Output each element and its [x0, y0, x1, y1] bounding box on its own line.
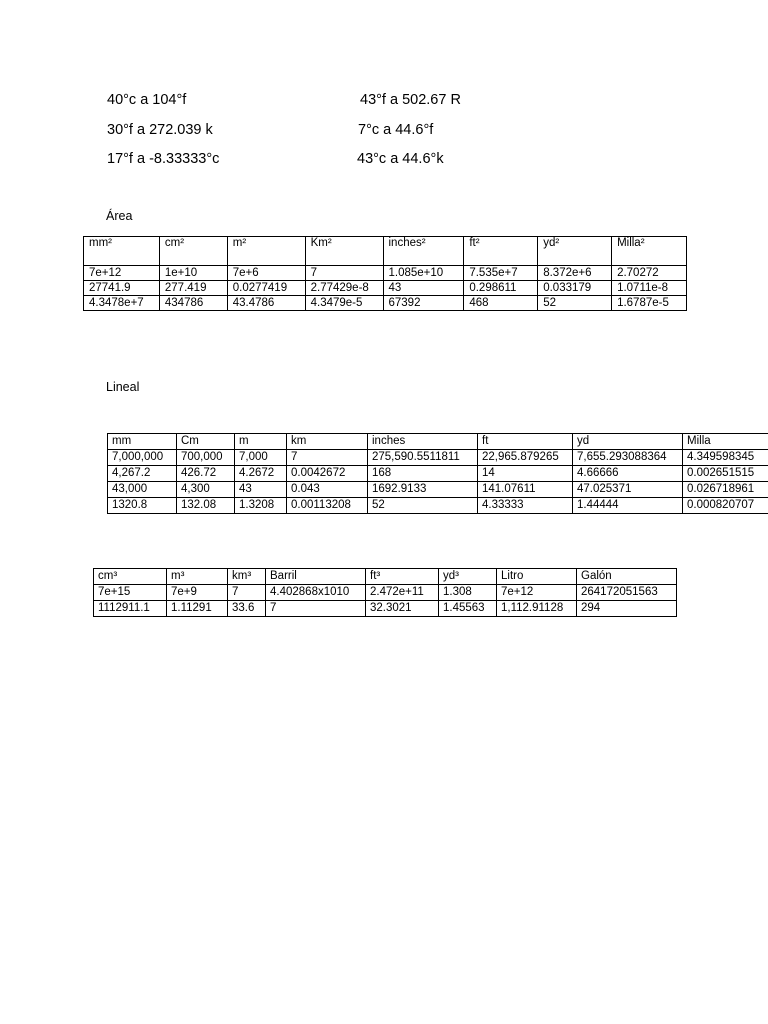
lineal-table	[107, 433, 768, 514]
table-cell: 43	[235, 482, 287, 498]
conversion-line: 43°f a 502.67 R	[360, 92, 461, 108]
table-row	[108, 466, 768, 482]
table-header-row	[94, 569, 677, 585]
header-cell: mm	[108, 434, 177, 450]
table-cell: 27741.9	[84, 281, 160, 296]
section-label-lineal: Lineal	[106, 380, 140, 394]
table-cell: 52	[538, 296, 612, 311]
table-cell: 1.45563	[439, 601, 497, 617]
table-cell: 4.402868x1010	[266, 585, 366, 601]
table-row	[94, 601, 677, 617]
header-cell: yd²	[538, 237, 612, 266]
table-cell: 7e+12	[497, 585, 577, 601]
header-cell: Barril	[266, 569, 366, 585]
section-label-area: Área	[106, 209, 133, 223]
table-cell: 43,000	[108, 482, 177, 498]
area-table	[83, 236, 687, 311]
conversion-line: 40°c a 104°f	[107, 92, 187, 108]
header-cell: km	[287, 434, 368, 450]
table-cell: 7e+9	[167, 585, 228, 601]
header-cell: Galón	[577, 569, 677, 585]
table-cell: 47.025371	[573, 482, 683, 498]
table-cell: 7	[266, 601, 366, 617]
table-cell: 32.3021	[366, 601, 439, 617]
table-cell: 4.2672	[235, 466, 287, 482]
header-cell: m²	[227, 237, 305, 266]
table-cell: 468	[464, 296, 538, 311]
conversion-line: 43°c a 44.6°k	[357, 151, 444, 167]
table-row	[108, 482, 768, 498]
table-cell: 7,000	[235, 450, 287, 466]
table-cell: 294	[577, 601, 677, 617]
table-row	[84, 266, 687, 281]
table-cell: 1.44444	[573, 498, 683, 514]
table-row	[108, 450, 768, 466]
table-cell: 1,112.91128	[497, 601, 577, 617]
header-cell: m	[235, 434, 287, 450]
table-cell: 0.043	[287, 482, 368, 498]
table-cell: 7e+15	[94, 585, 167, 601]
table-cell: 1.6787e-5	[612, 296, 687, 311]
header-cell: ft²	[464, 237, 538, 266]
table-cell: 7.535e+7	[464, 266, 538, 281]
header-cell: Km²	[305, 237, 383, 266]
table-cell: 426.72	[177, 466, 235, 482]
table-cell: 0.000820707	[683, 498, 768, 514]
table-cell: 1692.9133	[368, 482, 478, 498]
table-cell: 14	[478, 466, 573, 482]
table-cell: 7	[287, 450, 368, 466]
table-cell: 1.085e+10	[383, 266, 464, 281]
table-cell: 43.4786	[227, 296, 305, 311]
header-cell: Litro	[497, 569, 577, 585]
conversion-line: 7°c a 44.6°f	[358, 122, 434, 138]
table-cell: 7e+12	[84, 266, 160, 281]
table-cell: 434786	[159, 296, 227, 311]
table-cell: 1.3208	[235, 498, 287, 514]
header-cell: mm²	[84, 237, 160, 266]
header-cell: cm²	[159, 237, 227, 266]
table-cell: 277.419	[159, 281, 227, 296]
header-cell: inches²	[383, 237, 464, 266]
table-cell: 0.298611	[464, 281, 538, 296]
table-cell: 1e+10	[159, 266, 227, 281]
table-cell: 2.77429e-8	[305, 281, 383, 296]
volume-table	[93, 568, 677, 617]
header-cell: inches	[368, 434, 478, 450]
table-cell: 0.0042672	[287, 466, 368, 482]
table-header-row	[84, 237, 687, 266]
table-cell: 43	[383, 281, 464, 296]
table-cell: 7,655.293088364	[573, 450, 683, 466]
table-cell: 7	[228, 585, 266, 601]
table-cell: 141.07611	[478, 482, 573, 498]
table-cell: 0.033179	[538, 281, 612, 296]
header-cell: Cm	[177, 434, 235, 450]
table-cell: 4.33333	[478, 498, 573, 514]
table-cell: 0.00113208	[287, 498, 368, 514]
table-cell: 8.372e+6	[538, 266, 612, 281]
table-cell: 22,965.879265	[478, 450, 573, 466]
table-cell: 2.70272	[612, 266, 687, 281]
header-cell: km³	[228, 569, 266, 585]
table-cell: 264172051563	[577, 585, 677, 601]
conversion-line: 17°f a -8.33333°c	[107, 151, 220, 167]
table-row	[108, 498, 768, 514]
table-row	[94, 585, 677, 601]
table-cell: 4,267.2	[108, 466, 177, 482]
table-cell: 67392	[383, 296, 464, 311]
table-cell: 700,000	[177, 450, 235, 466]
header-cell: Milla	[683, 434, 768, 450]
table-cell: 7e+6	[227, 266, 305, 281]
header-cell: cm³	[94, 569, 167, 585]
table-header-row	[108, 434, 768, 450]
table-cell: 1.11291	[167, 601, 228, 617]
table-cell: 1.308	[439, 585, 497, 601]
header-cell: yd	[573, 434, 683, 450]
conversion-line: 30°f a 272.039 k	[107, 122, 213, 138]
table-cell: 7,000,000	[108, 450, 177, 466]
table-cell: 2.472e+11	[366, 585, 439, 601]
table-cell: 4.3478e+7	[84, 296, 160, 311]
table-cell: 0.0277419	[227, 281, 305, 296]
table-cell: 0.026718961	[683, 482, 768, 498]
table-cell: 168	[368, 466, 478, 482]
header-cell: yd³	[439, 569, 497, 585]
header-cell: ft³	[366, 569, 439, 585]
table-cell: 4.66666	[573, 466, 683, 482]
table-cell: 1.0711e-8	[612, 281, 687, 296]
table-cell: 0.002651515	[683, 466, 768, 482]
table-cell: 4,300	[177, 482, 235, 498]
table-cell: 132.08	[177, 498, 235, 514]
table-cell: 7	[305, 266, 383, 281]
header-cell: m³	[167, 569, 228, 585]
table-cell: 4.3479e-5	[305, 296, 383, 311]
header-cell: Milla²	[612, 237, 687, 266]
table-cell: 33.6	[228, 601, 266, 617]
table-cell: 4.349598345	[683, 450, 768, 466]
table-cell: 1112911.1	[94, 601, 167, 617]
table-cell: 275,590.5511811	[368, 450, 478, 466]
table-row	[84, 296, 687, 311]
table-row	[84, 281, 687, 296]
table-cell: 52	[368, 498, 478, 514]
header-cell: ft	[478, 434, 573, 450]
table-cell: 1320.8	[108, 498, 177, 514]
